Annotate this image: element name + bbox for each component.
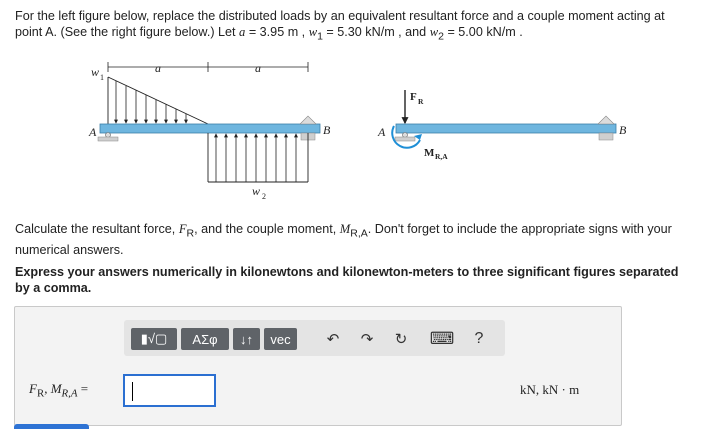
label-A-left: A — [89, 125, 97, 139]
submit-button[interactable] — [14, 424, 89, 429]
keyboard-icon[interactable]: ⌨ — [429, 329, 455, 348]
text-caret — [132, 382, 133, 401]
label-FR: F — [410, 91, 417, 103]
var-a: a — [239, 25, 246, 39]
math-toolbar — [124, 320, 505, 356]
beam-right — [396, 124, 616, 133]
vec-button[interactable]: vec — [264, 328, 297, 350]
svg-text:R,A: R,A — [435, 152, 448, 161]
subsup-button[interactable] — [233, 328, 260, 350]
dim-a-left: a — [155, 61, 161, 75]
templates-icon: ▮√▢ — [140, 331, 168, 346]
greek-button[interactable] — [181, 328, 229, 350]
right-figure — [377, 90, 627, 161]
undo-icon[interactable]: ↶ — [326, 331, 340, 348]
redo-icon[interactable]: ↷ — [360, 331, 374, 348]
beam-left — [100, 124, 320, 133]
answer-units: kN, kN · m — [520, 382, 580, 397]
answer-instructions: Express your answers numerically in kilonewtons and kilonewton-meters to three significant figures separated by a comma. — [15, 265, 679, 295]
answer-panel — [14, 306, 622, 426]
label-B-left: B — [323, 123, 331, 137]
label-w1: w — [91, 65, 100, 79]
answer-label: $F_R$, $M_{R,A}$ = — [29, 381, 89, 400]
label-MRA: M — [424, 147, 435, 159]
figures — [0, 52, 709, 212]
greek-icon: ΑΣφ — [192, 331, 218, 347]
reset-icon[interactable]: ↻ — [394, 331, 408, 348]
label-B-right: B — [619, 123, 627, 137]
answer-input[interactable] — [123, 374, 216, 407]
svg-text:R: R — [418, 97, 424, 106]
label-w2: w — [252, 184, 261, 198]
svg-text:1: 1 — [100, 73, 104, 82]
problem-statement: For the left figure below, replace the distributed loads by an equivalent resultant force and a couple moment acting at point A. (See the right figure below.) Let a = 3.95 m , $w_1 = 5.30$ kN/m , and $w_2 = 5.00$ kN/m . — [15, 9, 665, 43]
var-w2: w — [429, 25, 439, 39]
svg-text:2: 2 — [262, 192, 266, 201]
var-w1: w — [308, 25, 318, 39]
question-text: Calculate the resultant force, $F_R$, and the couple moment, $M_{R,A}$. Don't forget to include the appropriate signs with your numerical answers. — [15, 222, 672, 257]
left-figure — [88, 61, 331, 201]
dim-a-right: a — [255, 61, 261, 75]
templates-button[interactable] — [131, 328, 177, 350]
label-A-right: A — [378, 125, 386, 139]
help-icon[interactable]: ? — [474, 330, 484, 347]
updown-arrows-icon: ↓↑ — [240, 331, 253, 347]
